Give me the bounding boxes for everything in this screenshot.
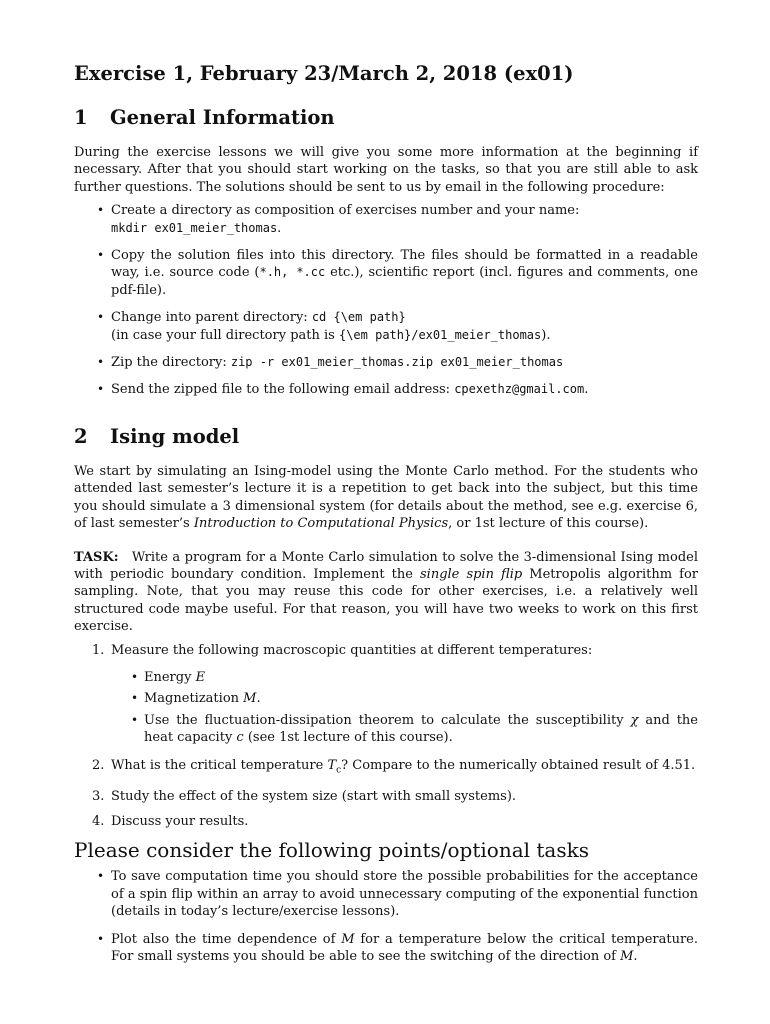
section-1-intro: During the exercise lessons we will give you some more information at the beginning if necessary. After that you should start working on the tasks, so that you are still able to ask further questions. The solutions should be sent to us by email in the following procedure: <box>74 145 698 195</box>
section-2-title: Ising model <box>110 424 240 448</box>
list-item: • Use the fluctuation-dissipation theorem to calculate the susceptibility χ and the heat capacity c (see 1st lecture of this course). <box>111 712 698 747</box>
document-title: Exercise 1, February 23/March 2, 2018 (ex01) <box>74 62 574 85</box>
optional-tasks-heading: Please consider the following points/optional tasks <box>74 838 589 863</box>
list-item: • Energy E <box>111 669 698 686</box>
list-item: • Send the zipped file to the following email address: cpexethz@gmail.com. <box>74 381 698 398</box>
cd-command: cd {\em path} <box>311 310 406 325</box>
list-item: • To save computation time you should store the possible probabilities for the acceptance of a spin flip within an array to avoid unnecessary computing of the exponential function (details in today’s lecture/exercise lessons). <box>74 868 698 920</box>
list-item: • Zip the directory: zip -r ex01_meier_thomas.zip ex01_meier_thomas <box>74 354 698 371</box>
list-item: • Magnetization M. <box>111 690 698 707</box>
procedure-list <box>74 202 698 399</box>
email-address[interactable]: cpexethz@gmail.com <box>454 382 585 397</box>
section-2-intro: We start by simulating an Ising-model using the Monte Carlo method. For the students who attended last semester’s lecture it is a repetition to get back into the subject, but this time you should simulate a 3 dimensional system (for details about the method, see e.g. exercise 6, of last semester’s Introduction to Computational Physics, or 1st lecture of this course). <box>74 463 698 532</box>
list-item: 3. Study the effect of the system size (start with small systems). <box>92 788 517 804</box>
mkdir-command: mkdir ex01_meier_thomas <box>111 220 278 235</box>
document-page <box>74 62 698 975</box>
list-item: • Copy the solution files into this directory. The files should be formatted in a readable way, i.e. source code (*.h, *.cc etc.), scientific report (incl. figures and comments, one pdf-file). <box>74 247 698 299</box>
list-item: 1. Measure the following macroscopic quantities at different temperatures: • Energy E • Magnetization M. • Use the fluctuation-dissipation theorem to calculate the susceptibility χ and the heat capacity c (see 1st lecture of this course). <box>74 642 698 747</box>
section-1-number: 1 <box>74 106 88 129</box>
file-extensions: *.h, *.cc <box>259 265 326 280</box>
task-paragraph: TASK: Write a program for a Monte Carlo simulation to solve the 3-dimensional Ising model with periodic boundary condition. Implement the single spin flip Metropolis algorithm for sampling. Note, that you may reuse this code for other exercises, i.e. a relatively well structured code maybe useful. For that reason, you will have two weeks to work on this first exercise. <box>74 549 698 635</box>
zip-command: zip -r ex01_meier_thomas.zip ex01_meier_thomas <box>230 355 564 370</box>
list-item: • Change into parent directory: cd {\em path} (in case your full directory path is {\em path}/ex01_meier_thomas). <box>74 309 698 344</box>
section-1-heading <box>74 106 698 130</box>
quantities-list <box>111 669 698 747</box>
task-label: TASK: <box>74 549 119 565</box>
list-item: • Create a directory as composition of exercises number and your name: mkdir ex01_meier_thomas. <box>74 202 698 237</box>
list-item: • Plot also the time dependence of M for a temperature below the critical temperature. For small systems you should be able to see the switching of the direction of M. <box>74 931 698 966</box>
section-2-heading <box>74 425 698 449</box>
list-item: 4. Discuss your results. <box>92 813 249 829</box>
section-2-number: 2 <box>74 424 88 448</box>
section-1-title: General Information <box>110 106 335 129</box>
optional-tasks-list <box>74 868 698 965</box>
task-steps <box>74 642 698 831</box>
directory-path: {\em path}/ex01_meier_thomas <box>338 327 542 342</box>
list-item: 2. What is the critical temperature $T_c$? Compare to the numerically obtained result of 4.51. <box>92 757 696 776</box>
